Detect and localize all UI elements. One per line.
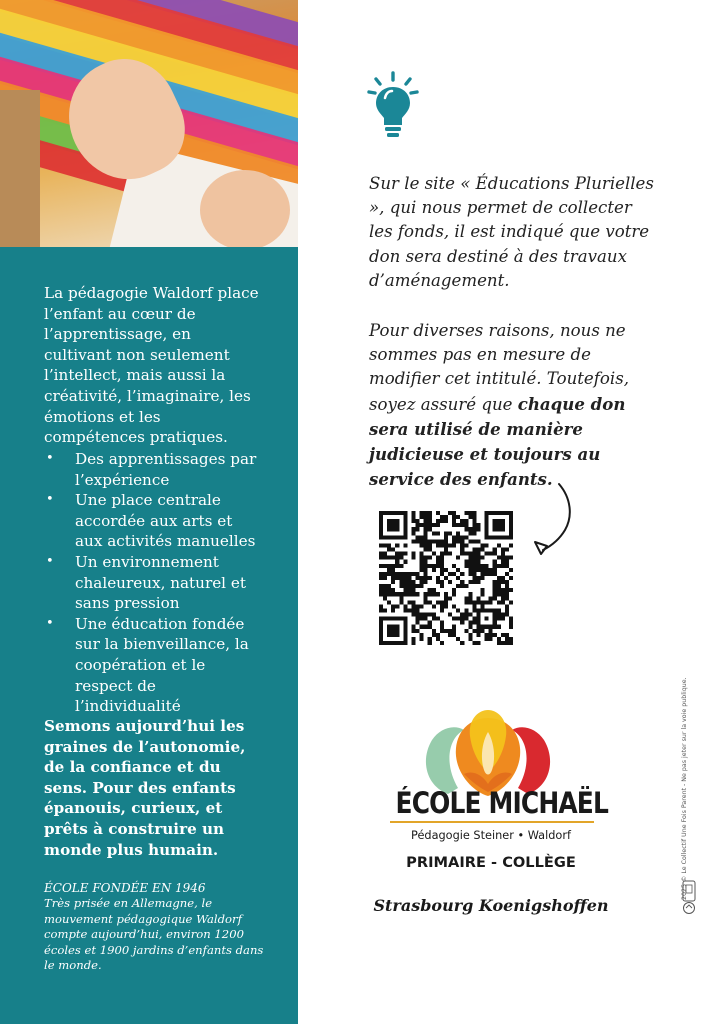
commitment-text: chaque don sera utilisé de manière judicieuse et toujours au service des enfants.: [369, 393, 626, 490]
list-item: • Une éducation fondée sur la bienveillance, la coopération et le respect de l’individualité: [44, 614, 260, 717]
list-item: • Un environnement chaleureux, naturel et sans pression: [44, 552, 260, 614]
recycling-icon: [682, 880, 696, 916]
school-name: ÉCOLE MICHAËL: [395, 786, 609, 820]
fundraising-notice-2: Pour diverses raisons, nous ne sommes pas en mesure de modifier cet intitulé. Toutefois, soyez assuré que chaque don sera utilisé de manière judicieuse et toujours au service des enfants.: [369, 321, 629, 490]
feature-list: [44, 449, 260, 717]
school-levels: PRIMAIRE - COLLÈGE: [406, 854, 576, 871]
qr-code[interactable]: [379, 511, 513, 645]
school-tagline: Pédagogie Steiner • Waldorf: [411, 829, 571, 842]
arrow-icon: [525, 480, 580, 560]
history-title: ÉCOLE FONDÉE EN 1946: [44, 881, 206, 895]
logo-underline: [390, 821, 594, 823]
legal-notice: 2025 © Le Collectif Une Fois Parent - Ne pas jeter sur la voie publique.: [681, 677, 688, 900]
intro-paragraph: La pédagogie Waldorf place l’enfant au cœur de l’apprentissage, en cultivant non seulement l’intellect, mais aussi la créativité, l’imaginaire, les émotions et les compétences pratiques.: [44, 284, 259, 447]
left-panel: [0, 0, 298, 1024]
children-painting-photo: [0, 0, 298, 247]
list-item: • Des apprentissages par l’expérience: [44, 449, 260, 490]
school-location: Strasbourg Koenigshoffen: [373, 896, 609, 915]
list-item: • Une place centrale accordée aux arts et aux activités manuelles: [44, 490, 260, 552]
closing-statement: Semons aujourd’hui les graines de l’autonomie, de la confiance et du sens. Pour des enfants épanouis, curieux, et prêts à construire un monde plus humain.: [44, 717, 246, 859]
fundraising-notice: Sur le site « Éducations Plurielles », qui nous permet de collecter les fonds, il est indiqué que votre don sera destiné à des travaux d’aménagement.: [369, 174, 654, 290]
history-body: Très prisée en Allemagne, le mouvement pédagogique Waldorf compte aujourd’hui, environ 1200 écoles et 1900 jardins d’enfants dans le monde.: [44, 896, 264, 973]
lightbulb-icon: [365, 70, 421, 140]
